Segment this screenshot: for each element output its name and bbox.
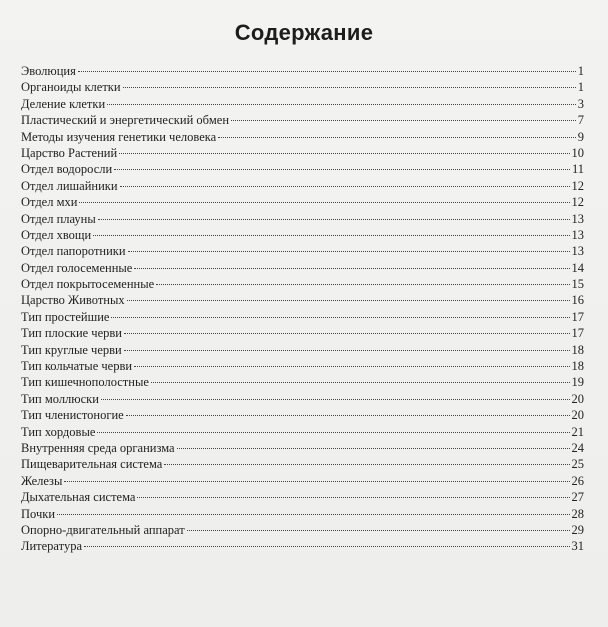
toc-entry-label: Отдел мхи xyxy=(21,195,78,210)
toc-entry-label: Почки xyxy=(21,506,56,521)
toc-entry-label: Отдел лишайники xyxy=(21,178,118,193)
toc-entry-label: Тип кишечнополостные xyxy=(21,375,149,390)
dot-leader xyxy=(187,530,570,531)
dot-leader xyxy=(107,104,576,105)
toc-entry-page-number: 13 xyxy=(571,211,584,226)
toc-entry xyxy=(21,538,584,554)
dot-leader xyxy=(57,514,569,515)
toc-entry xyxy=(21,178,584,194)
toc-entry-page-number: 1 xyxy=(577,80,584,95)
toc-entry xyxy=(21,112,584,128)
toc-entry-page-number: 27 xyxy=(571,490,584,505)
toc-entry-page-number: 25 xyxy=(571,457,584,472)
toc-entry-label: Царство Растений xyxy=(21,145,118,160)
toc-entry xyxy=(21,211,584,227)
dot-leader xyxy=(78,71,576,72)
table-of-contents xyxy=(21,63,584,555)
toc-entry-page-number: 14 xyxy=(571,260,584,275)
toc-entry-page-number: 13 xyxy=(571,244,584,259)
toc-entry-label: Литература xyxy=(21,539,82,554)
toc-entry-label: Пищеварительная система xyxy=(21,457,163,472)
toc-entry-page-number: 3 xyxy=(577,96,584,111)
toc-entry-page-number: 12 xyxy=(571,195,584,210)
toc-entry-page-number: 16 xyxy=(571,293,584,308)
dot-leader xyxy=(84,546,570,547)
dot-leader xyxy=(124,350,570,351)
page-title: Содержание xyxy=(234,20,374,45)
toc-entry xyxy=(21,145,584,161)
toc-entry xyxy=(21,473,584,489)
dot-leader xyxy=(177,448,570,449)
toc-entry-page-number: 20 xyxy=(571,408,584,423)
dot-leader xyxy=(134,268,569,269)
dot-leader xyxy=(218,137,576,138)
toc-entry-page-number: 13 xyxy=(571,227,584,242)
dot-leader xyxy=(128,251,570,252)
toc-entry xyxy=(21,424,584,440)
toc-entry-label: Тип круглые черви xyxy=(21,342,122,357)
toc-entry xyxy=(21,161,584,177)
toc-entry-label: Внутренняя среда организма xyxy=(21,440,175,455)
dot-leader xyxy=(111,317,569,318)
toc-entry-page-number: 17 xyxy=(571,326,584,341)
toc-entry-label: Тип хордовые xyxy=(21,424,96,439)
dot-leader xyxy=(120,186,570,187)
dot-leader xyxy=(137,497,569,498)
dot-leader xyxy=(64,481,569,482)
toc-entry-page-number: 20 xyxy=(571,391,584,406)
toc-entry-label: Отдел покрытосеменные xyxy=(21,277,155,292)
toc-entry-label: Опорно-двигательный аппарат xyxy=(21,522,185,537)
toc-entry xyxy=(21,522,584,538)
dot-leader xyxy=(164,464,569,465)
toc-entry-page-number: 17 xyxy=(571,309,584,324)
toc-entry-page-number: 10 xyxy=(571,145,584,160)
toc-entry-label: Отдел плауны xyxy=(21,211,96,226)
dot-leader xyxy=(79,202,569,203)
toc-entry xyxy=(21,260,584,276)
toc-entry-label: Тип членистоногие xyxy=(21,408,124,423)
toc-entry-page-number: 9 xyxy=(577,129,584,144)
toc-entry xyxy=(21,309,584,325)
toc-entry-label: Тип простейшие xyxy=(21,309,110,324)
toc-entry-page-number: 29 xyxy=(571,522,584,537)
toc-entry-label: Железы xyxy=(21,473,63,488)
dot-leader xyxy=(156,284,569,285)
toc-entry xyxy=(21,129,584,145)
dot-leader xyxy=(123,87,576,88)
toc-entry-page-number: 11 xyxy=(571,162,584,177)
toc-entry-page-number: 26 xyxy=(571,473,584,488)
toc-entry-page-number: 19 xyxy=(571,375,584,390)
dot-leader xyxy=(231,120,576,121)
toc-entry-page-number: 1 xyxy=(577,64,584,78)
toc-entry-page-number: 18 xyxy=(571,359,584,374)
dot-leader xyxy=(134,366,569,367)
dot-leader xyxy=(126,415,570,416)
toc-entry-page-number: 15 xyxy=(571,277,584,292)
dot-leader xyxy=(101,399,570,400)
toc-entry-label: Тип плоские черви xyxy=(21,326,122,341)
toc-entry-page-number: 18 xyxy=(571,342,584,357)
toc-entry-page-number: 12 xyxy=(571,178,584,193)
toc-entry-label: Отдел папоротники xyxy=(21,244,126,259)
toc-entry-label: Методы изучения генетики человека xyxy=(21,129,217,144)
toc-entry xyxy=(21,456,584,472)
dot-leader xyxy=(114,169,570,170)
toc-entry xyxy=(21,63,584,79)
toc-entry-label: Дыхательная система xyxy=(21,490,136,505)
dot-leader xyxy=(151,382,570,383)
toc-entry-label: Пластический и энергетический обмен xyxy=(21,113,230,128)
toc-entry-page-number: 31 xyxy=(571,539,584,554)
toc-entry xyxy=(21,194,584,210)
toc-entry-label: Органоиды клетки xyxy=(21,80,121,95)
toc-entry xyxy=(21,227,584,243)
toc-entry-page-number: 24 xyxy=(571,440,584,455)
toc-entry xyxy=(21,292,584,308)
toc-entry-label: Тип моллюски xyxy=(21,391,99,406)
toc-entry-page-number: 7 xyxy=(577,113,584,128)
toc-entry xyxy=(21,276,584,292)
toc-entry-label: Отдел водоросли xyxy=(21,162,113,177)
toc-entry xyxy=(21,325,584,341)
toc-entry xyxy=(21,96,584,112)
dot-leader xyxy=(97,432,569,433)
dot-leader xyxy=(93,235,569,236)
toc-entry xyxy=(21,489,584,505)
toc-entry-label: Царство Животных xyxy=(21,293,125,308)
toc-entry xyxy=(21,243,584,259)
dot-leader xyxy=(127,300,570,301)
toc-entry-page-number: 28 xyxy=(571,506,584,521)
toc-entry xyxy=(21,79,584,95)
toc-entry xyxy=(21,440,584,456)
toc-entry-label: Отдел хвощи xyxy=(21,227,92,242)
toc-entry xyxy=(21,407,584,423)
toc-entry-page-number: 21 xyxy=(571,424,584,439)
toc-entry xyxy=(21,506,584,522)
toc-entry-label: Эволюция xyxy=(21,64,76,78)
toc-entry xyxy=(21,342,584,358)
toc-entry-label: Деление клетки xyxy=(21,96,106,111)
toc-entry-label: Отдел голосеменные xyxy=(21,260,133,275)
dot-leader xyxy=(124,333,570,334)
dot-leader xyxy=(98,219,570,220)
toc-entry xyxy=(21,374,584,390)
toc-entry xyxy=(21,391,584,407)
toc-entry-label: Тип кольчатые черви xyxy=(21,359,133,374)
toc-entry xyxy=(21,358,584,374)
dot-leader xyxy=(119,153,569,154)
